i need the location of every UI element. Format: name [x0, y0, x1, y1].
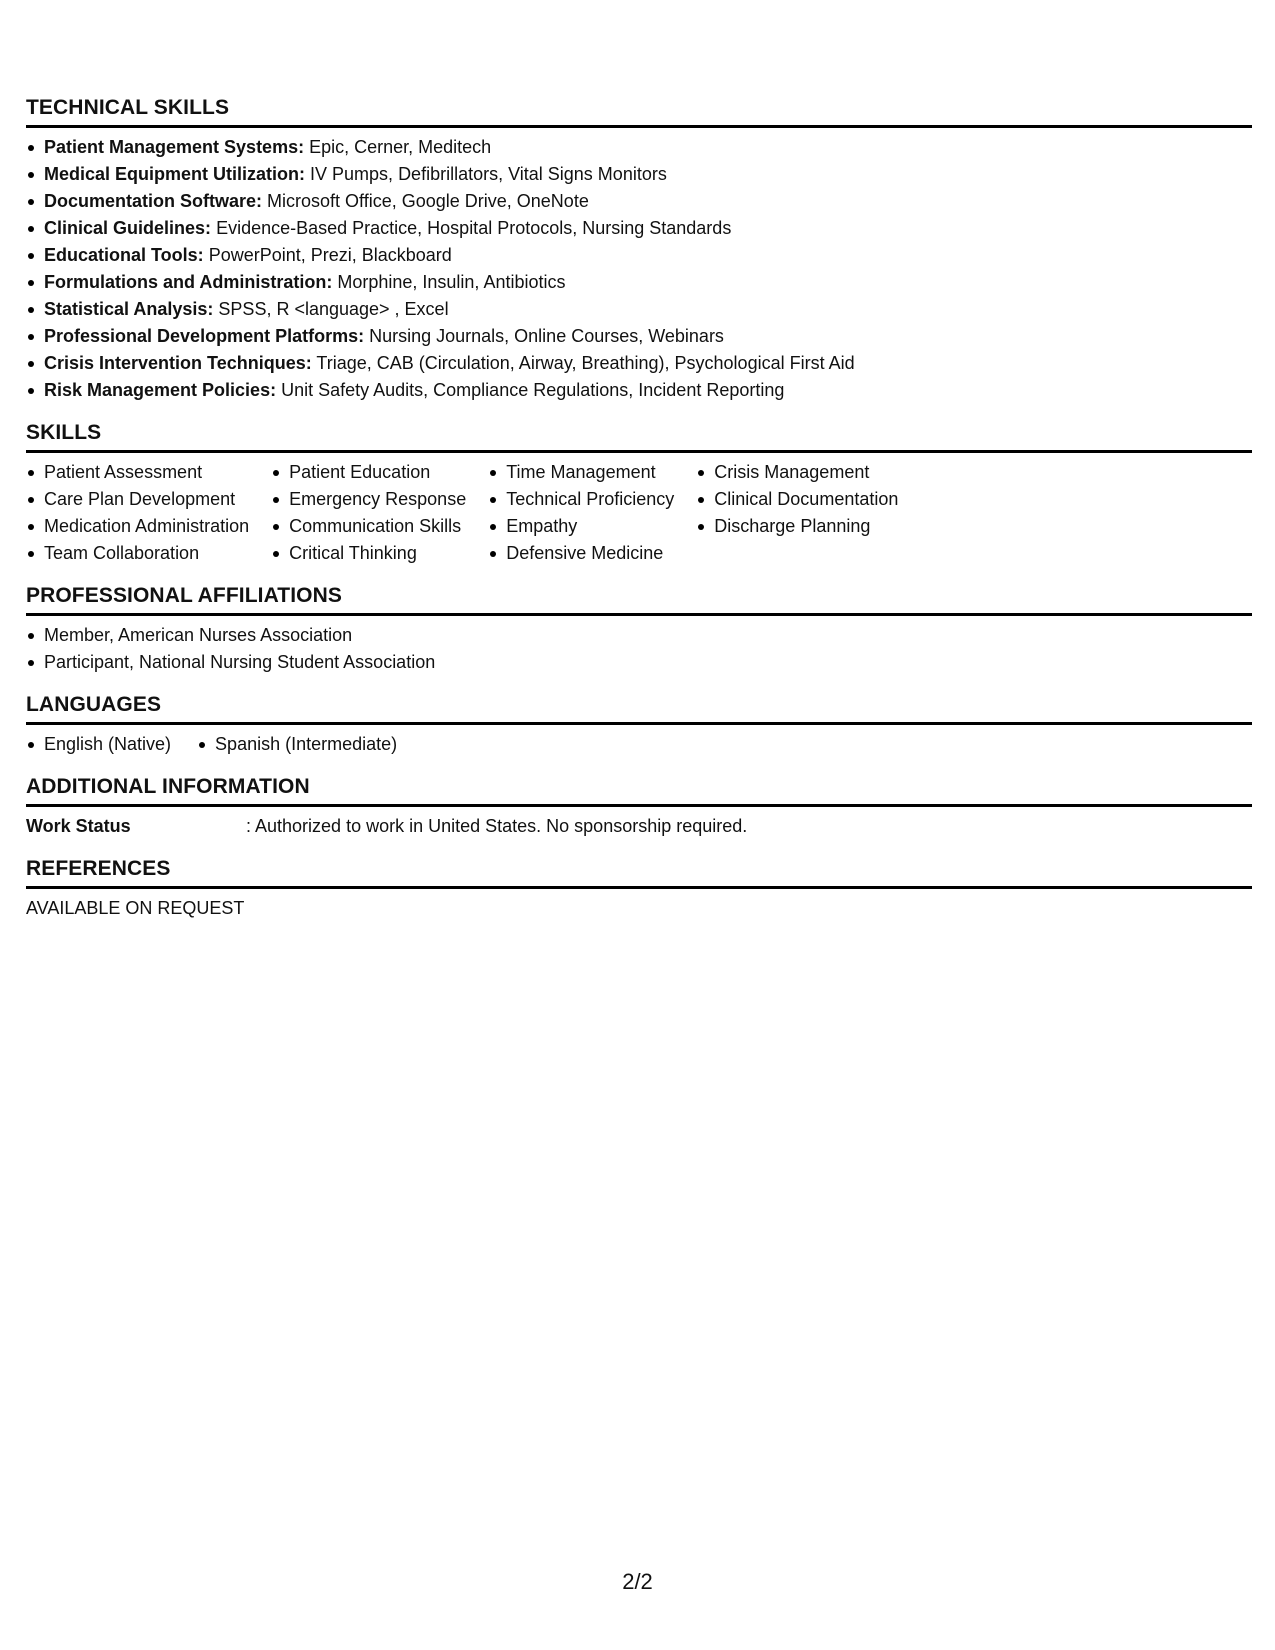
technical-skill-value: Epic, Cerner, Meditech	[309, 137, 492, 157]
skill-item: Clinical Documentation	[696, 486, 898, 513]
work-status-label: Work Status	[26, 816, 131, 836]
skills-section	[26, 420, 1252, 567]
technical-skill-value: Triage, CAB (Circulation, Airway, Breathing), Psychological First Aid	[316, 353, 855, 373]
work-status-row	[26, 813, 1252, 840]
technical-skill-value: Microsoft Office, Google Drive, OneNote	[267, 191, 589, 211]
skill-item: Medication Administration	[26, 513, 249, 540]
skill-item: Team Collaboration	[26, 540, 249, 567]
languages-heading: LANGUAGES	[26, 692, 1252, 725]
technical-skills-section	[26, 95, 1252, 404]
languages-section	[26, 692, 1252, 758]
skills-heading: SKILLS	[26, 420, 1252, 453]
technical-skill-label: Clinical Guidelines:	[44, 218, 212, 238]
skill-item: Communication Skills	[271, 513, 466, 540]
technical-skill-item	[26, 269, 1252, 296]
technical-skill-label: Risk Management Policies:	[44, 380, 277, 400]
skill-item: Care Plan Development	[26, 486, 249, 513]
technical-skill-value: Nursing Journals, Online Courses, Webinars	[369, 326, 724, 346]
references-heading: REFERENCES	[26, 856, 1252, 889]
technical-skill-label: Patient Management Systems:	[44, 137, 305, 157]
technical-skill-item	[26, 350, 1252, 377]
technical-skill-value: Evidence-Based Practice, Hospital Protocols, Nursing Standards	[216, 218, 732, 238]
affiliation-item: Participant, National Nursing Student Association	[26, 649, 1252, 676]
technical-skill-label: Statistical Analysis:	[44, 299, 214, 319]
page-number: 2/2	[622, 1569, 653, 1594]
technical-skills-heading: TECHNICAL SKILLS	[26, 95, 1252, 128]
affiliation-item: Member, American Nurses Association	[26, 622, 1252, 649]
technical-skill-label: Professional Development Platforms:	[44, 326, 365, 346]
technical-skill-value: Morphine, Insulin, Antibiotics	[337, 272, 566, 292]
skill-item: Emergency Response	[271, 486, 466, 513]
skill-item: Defensive Medicine	[488, 540, 674, 567]
skill-item: Patient Education	[271, 459, 466, 486]
technical-skill-item	[26, 188, 1252, 215]
technical-skill-value: IV Pumps, Defibrillators, Vital Signs Monitors	[310, 164, 667, 184]
skills-column	[26, 459, 249, 567]
additional-info-section	[26, 774, 1252, 840]
technical-skill-value: SPSS, R <language> , Excel	[218, 299, 449, 319]
technical-skill-item	[26, 377, 1252, 404]
technical-skill-label: Educational Tools:	[44, 245, 204, 265]
work-status-value: : Authorized to work in United States. No sponsorship required.	[246, 816, 748, 836]
references-section	[26, 856, 1252, 922]
technical-skill-item	[26, 296, 1252, 323]
technical-skill-label: Crisis Intervention Techniques:	[44, 353, 312, 373]
skill-item: Patient Assessment	[26, 459, 249, 486]
skills-grid	[26, 459, 1252, 567]
skill-item: Empathy	[488, 513, 674, 540]
skill-item: Discharge Planning	[696, 513, 898, 540]
skill-item: Time Management	[488, 459, 674, 486]
technical-skill-item	[26, 161, 1252, 188]
references-text: AVAILABLE ON REQUEST	[26, 898, 245, 918]
technical-skill-label: Documentation Software:	[44, 191, 263, 211]
skill-item: Technical Proficiency	[488, 486, 674, 513]
technical-skill-label: Medical Equipment Utilization:	[44, 164, 306, 184]
skills-column	[696, 459, 898, 567]
technical-skill-value: Unit Safety Audits, Compliance Regulations, Incident Reporting	[281, 380, 785, 400]
affiliations-list	[26, 622, 1252, 676]
additional-info-heading: ADDITIONAL INFORMATION	[26, 774, 1252, 807]
technical-skill-value: PowerPoint, Prezi, Blackboard	[208, 245, 452, 265]
technical-skill-item	[26, 215, 1252, 242]
technical-skill-item	[26, 323, 1252, 350]
skill-item: Crisis Management	[696, 459, 898, 486]
affiliations-heading: PROFESSIONAL AFFILIATIONS	[26, 583, 1252, 616]
technical-skill-item	[26, 134, 1252, 161]
affiliations-section	[26, 583, 1252, 676]
skills-column	[271, 459, 466, 567]
technical-skill-item	[26, 242, 1252, 269]
language-item: English (Native)	[26, 731, 171, 758]
resume-page	[26, 95, 1252, 922]
technical-skills-list	[26, 134, 1252, 404]
language-item: Spanish (Intermediate)	[197, 731, 397, 758]
technical-skill-label: Formulations and Administration:	[44, 272, 333, 292]
skill-item: Critical Thinking	[271, 540, 466, 567]
skills-column	[488, 459, 674, 567]
languages-list	[26, 731, 1252, 758]
